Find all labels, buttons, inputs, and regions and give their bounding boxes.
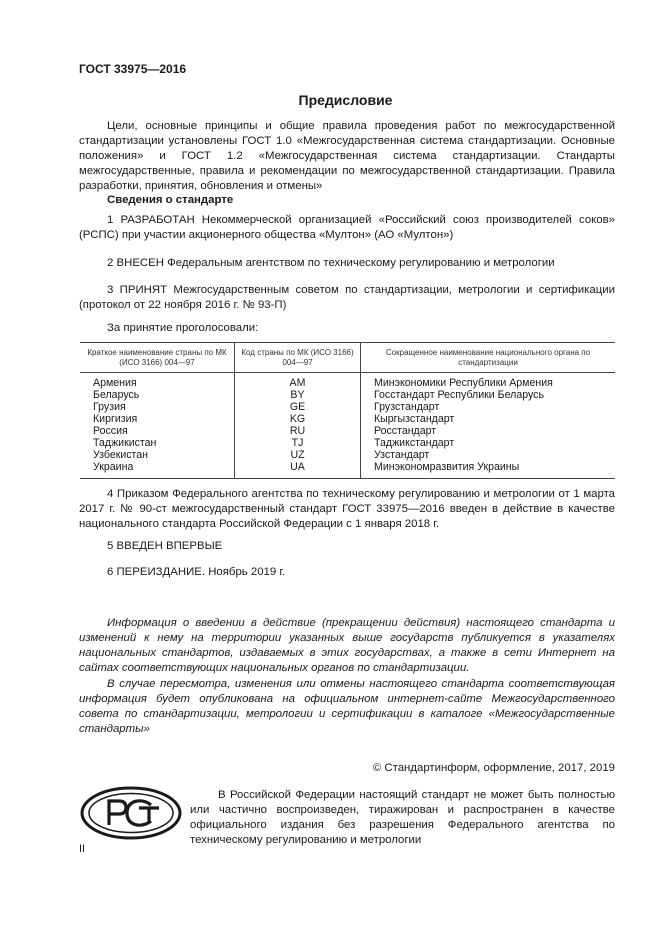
- table-row: [80, 401, 615, 413]
- body-cell: Таджикстандарт: [361, 437, 616, 449]
- table-row: [80, 389, 615, 401]
- table-row: [80, 373, 615, 390]
- item-reissue: 6 ПЕРЕИЗДАНИЕ. Ноябрь 2019 г.: [107, 566, 286, 578]
- body-cell: Узстандарт: [361, 449, 616, 461]
- legal-notice: В Российской Федерации настоящий стандарт не может быть полностью или частично воспроизведен, тиражирован и распространен в качестве официального издания без разрешения Федерального агентства по техническому регулированию и метрологии: [190, 789, 615, 846]
- country-cell: Таджикистан: [93, 437, 157, 449]
- page-title: Предисловие: [298, 92, 393, 108]
- country-cell: Армения: [93, 377, 137, 389]
- body-cell: Госстандарт Республики Беларусь: [361, 389, 616, 401]
- item-first-introduced: 5 ВВЕДЕН ВПЕРВЫЕ: [107, 540, 223, 552]
- code-cell: RU: [235, 425, 361, 437]
- copyright-line: © Стандартинформ, оформление, 2017, 2019: [372, 762, 615, 774]
- body-cell: Минэкономики Республики Армения: [361, 373, 616, 390]
- country-cell: Узбекистан: [93, 449, 149, 461]
- table-row: [80, 425, 615, 437]
- country-cell: Киргизия: [93, 413, 138, 425]
- table-row: [80, 413, 615, 425]
- document-code: ГОСТ 33975—2016: [79, 62, 187, 76]
- item-enacted: 4 Приказом Федерального агентства по техническому регулированию и метрологии от 1 марта 2017 г. № 90-ст межгосударственный стандарт ГОСТ 33975—2016 введен в действие в качестве национального стандарта Российской Федерации с 1 января 2018 г.: [79, 488, 615, 530]
- body-cell: Росстандарт: [361, 425, 616, 437]
- table-header-row: [80, 343, 615, 373]
- table-header-country: Краткое наименование страны по МК (ИСО 3166) 004—97: [80, 343, 235, 373]
- body-cell: Минэкономразвития Украины: [361, 461, 616, 479]
- code-cell: AM: [235, 373, 361, 390]
- country-cell: Украина: [80, 461, 235, 479]
- code-cell: TJ: [235, 437, 361, 449]
- code-cell: KG: [235, 413, 361, 425]
- country-cell: Россия: [93, 425, 128, 437]
- code-cell: GE: [235, 401, 361, 413]
- about-heading: Сведения о стандарте: [107, 194, 234, 206]
- country-cell: Грузия: [93, 401, 126, 413]
- table-row: [80, 449, 615, 461]
- item-introduced: 2 ВНЕСЕН Федеральным агентством по техническому регулированию и метрологии: [107, 257, 555, 269]
- table-header-code: Код страны по МК (ИСО 3166) 004—97: [235, 343, 361, 373]
- code-cell: UA: [235, 461, 361, 479]
- info-paragraph-revision: В случае пересмотра, изменения или отмены настоящего стандарта соответствующая информация будет опубликована на официальном интернет-сайте Межгосударственного совета по стандартизации, метрологии и сертификации в каталоге «Межгосударственные стандарты»: [79, 678, 615, 735]
- table-row: [80, 437, 615, 449]
- intro-paragraph: Цели, основные принципы и общие правила проведения работ по межгосударственной стандартизации установлены ГОСТ 1.0 «Межгосударственная система стандартизации. Основные положения» и ГОСТ 1.2 «Межгосударственная система стандартизации. Стандарты межгосударственные, правила и рекомендации по межгосударственной стандартизации. Правила разработки, принятия, обновления и отмены»: [79, 120, 615, 192]
- body-cell: Грузстандарт: [361, 401, 616, 413]
- code-cell: UZ: [235, 449, 361, 461]
- table-header-body: Сокращенное наименование национального органа по стандартизации: [361, 343, 616, 373]
- voted-label: За принятие проголосовали:: [107, 322, 259, 334]
- info-paragraph-introduction: Информация о введении в действие (прекращении действия) настоящего стандарта и изменений к нему на территории указанных выше государств публикуется в указателях национальных стандартов, издаваемых в этих государствах, а также в сети Интернет на сайтах соответствующих национальных органов по стандартизации.: [79, 617, 615, 674]
- country-cell: Беларусь: [93, 389, 140, 401]
- item-adopted: 3 ПРИНЯТ Межгосударственным советом по стандартизации, метрологии и сертификации (протокол от 22 ноября 2016 г. № 93-П): [79, 284, 615, 311]
- body-cell: Кыргызстандарт: [361, 413, 616, 425]
- page-number: II: [79, 843, 86, 855]
- rst-certification-mark-icon: [79, 785, 183, 841]
- code-cell: BY: [235, 389, 361, 401]
- table-row: [80, 461, 615, 479]
- item-developed: 1 РАЗРАБОТАН Некоммерческой организацией «Российский союз производителей соков» (РСПС) при участии акционерного общества «Мултон» (АО «Мултон»): [79, 214, 615, 241]
- voting-table: [80, 342, 615, 479]
